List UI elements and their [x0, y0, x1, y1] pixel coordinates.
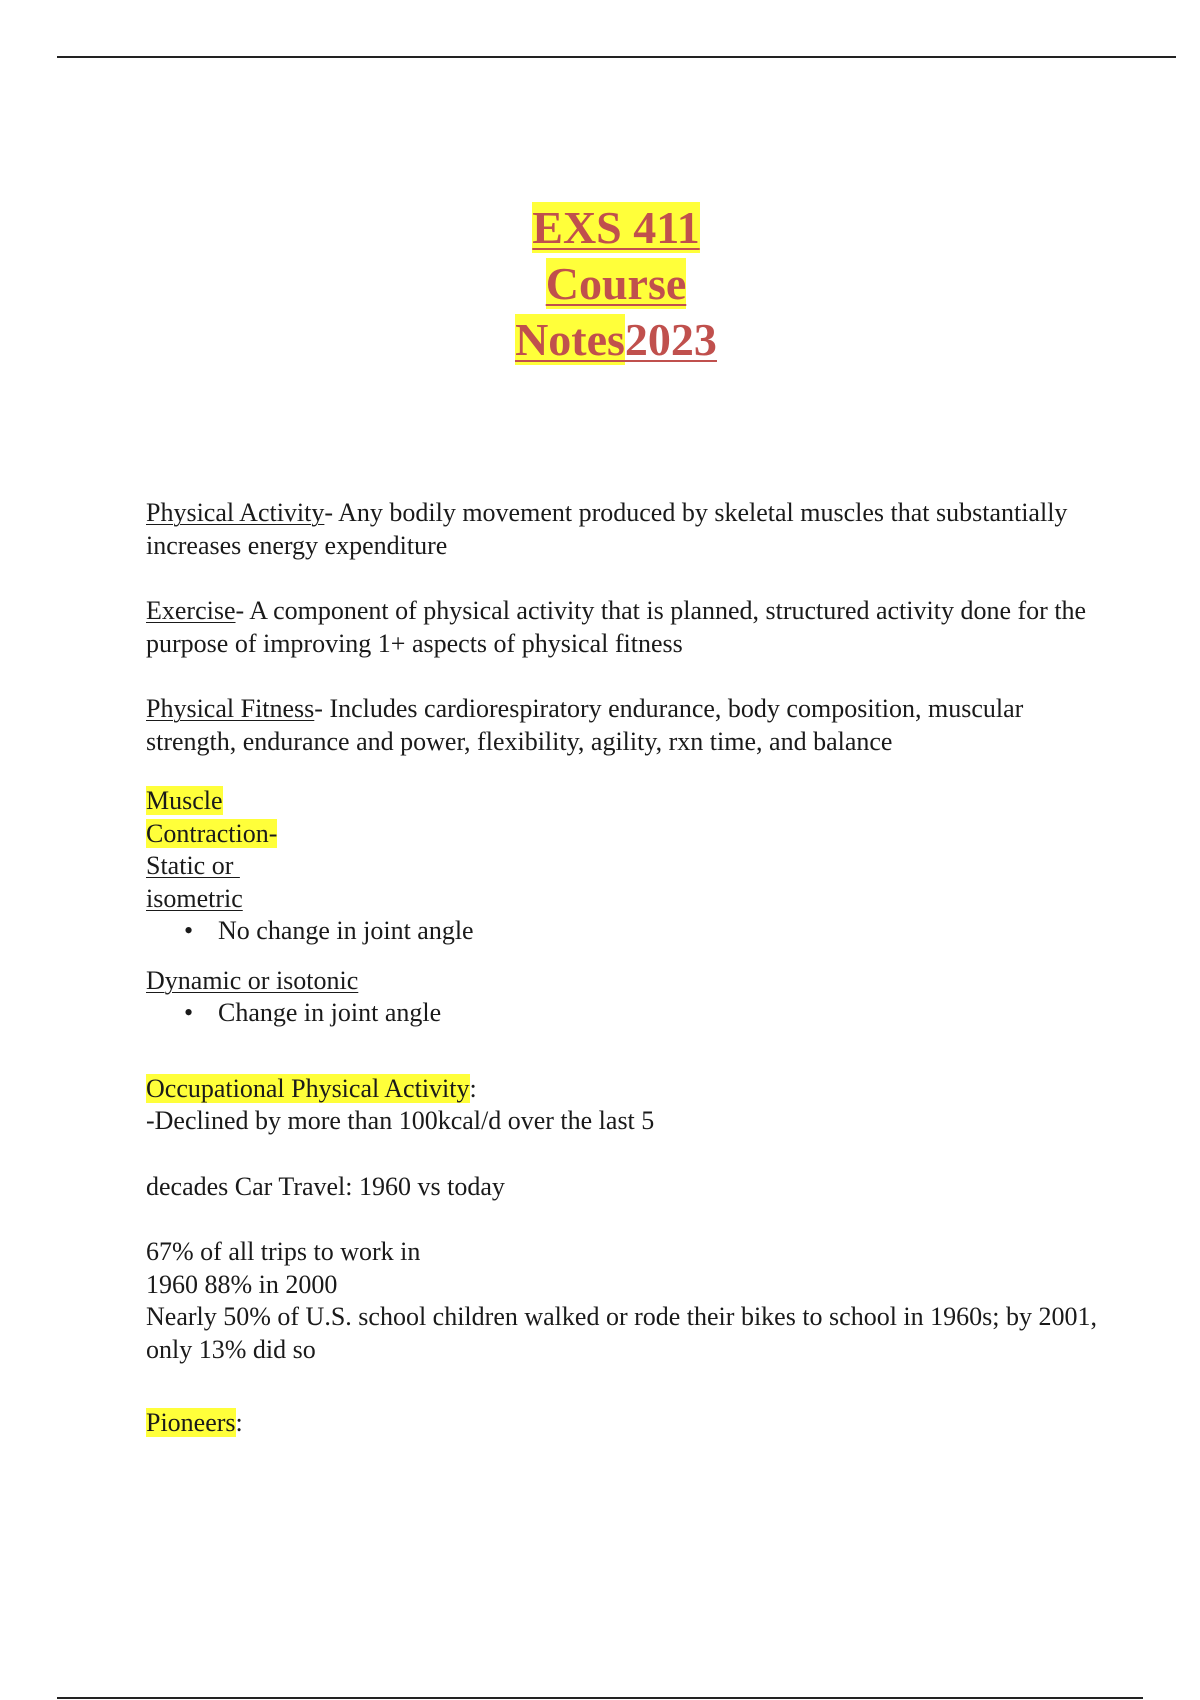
dynamic-label: Dynamic or isotonic [146, 965, 359, 995]
title-notes: Notes [515, 314, 625, 365]
static-bullet-list [146, 915, 1106, 948]
title-line-1: EXS 411 [532, 202, 700, 253]
occupational-line: 1960 88% in 2000 [146, 1269, 338, 1299]
occupational-line: -Declined by more than 100kcal/d over the last 5 [146, 1106, 655, 1135]
definition-exercise [146, 595, 1106, 660]
definition-term: Physical Fitness [146, 694, 315, 723]
definition-text: - Includes cardiorespiratory endurance, body composition, muscular strength, endurance and power, flexibility, agility, rxn time, and balance [146, 694, 1024, 756]
static-label: Static or isometric [146, 851, 243, 913]
definition-term: Exercise [146, 596, 236, 625]
list-item: • No change in joint angle [146, 915, 1106, 948]
document-body [146, 497, 1106, 1440]
title-year: 2023 [624, 314, 717, 365]
definition-text: - Any bodily movement produced by skeletal muscles that substantially increases energy expenditure [146, 498, 1068, 560]
definition-physical-fitness [146, 693, 1106, 758]
bottom-rule [57, 1697, 1143, 1699]
occupational-line: 67% of all trips to work in [146, 1237, 421, 1266]
definition-term: Physical Activity [146, 498, 325, 527]
title-line-2: Course [545, 258, 687, 309]
top-rule [57, 56, 1176, 58]
pioneers-heading: Pioneers: [146, 1408, 243, 1437]
dynamic-bullet-list [146, 997, 1106, 1030]
occupational-heading: Occupational Physical Activity: [146, 1073, 477, 1103]
occupational-line: decades Car Travel: 1960 vs today [146, 1171, 505, 1201]
definition-text: - A component of physical activity that is planned, structured activity done for the purpose of improving 1+ aspects of physical fitness [146, 596, 1087, 658]
list-item: • Change in joint angle [146, 997, 1106, 1030]
title-line-3 [515, 314, 717, 365]
muscle-heading: Muscle Contraction- [146, 786, 278, 848]
occupational-line: Nearly 50% of U.S. school children walked or rode their bikes to school in 1960s; by 2001, only 13% did so [146, 1302, 1097, 1364]
definition-physical-activity [146, 497, 1106, 562]
document-title [0, 200, 1200, 368]
